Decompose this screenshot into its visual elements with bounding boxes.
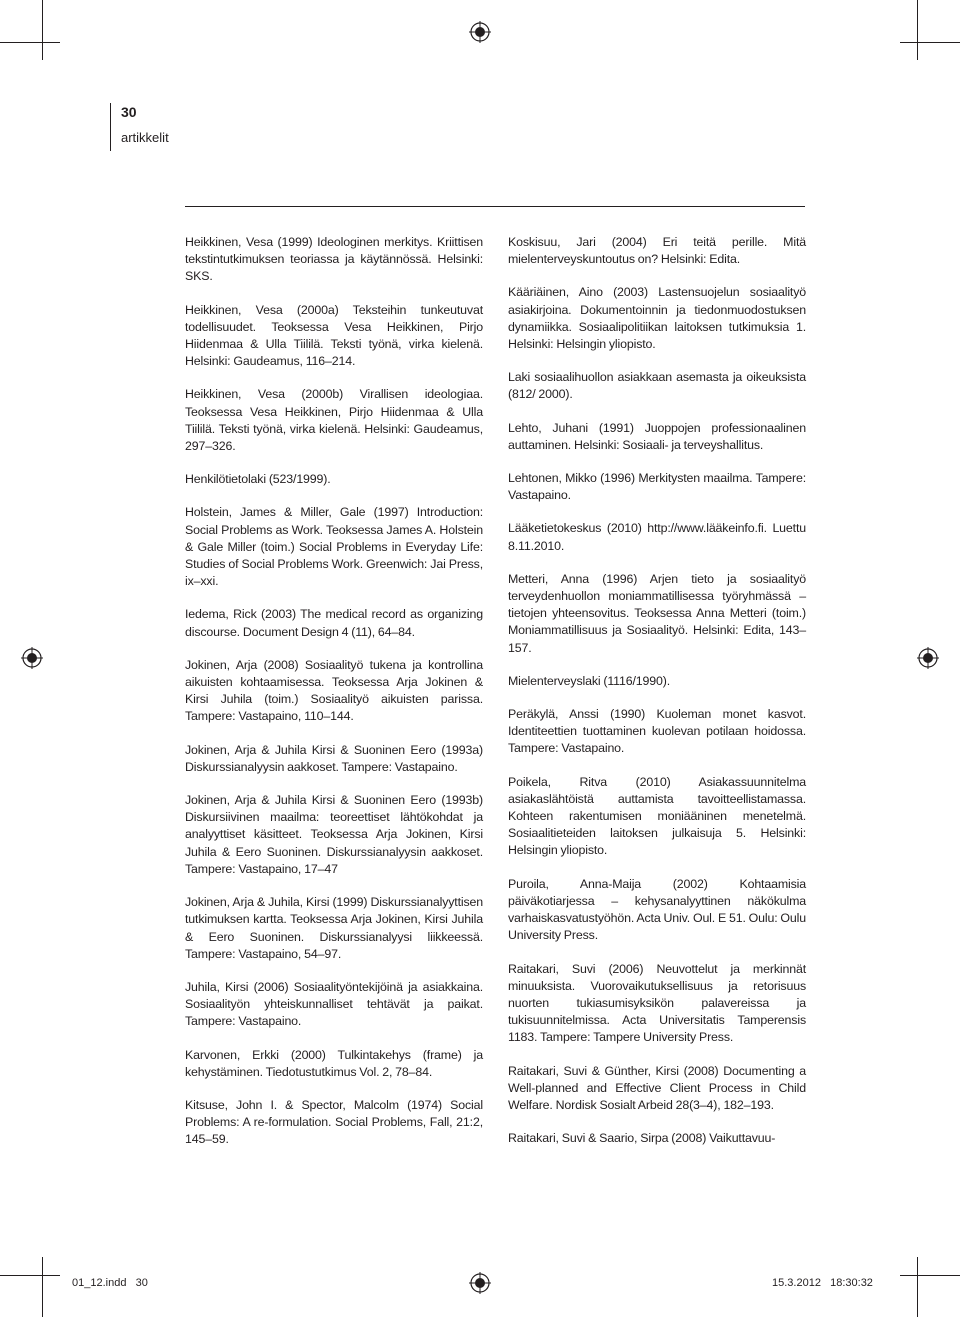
reference-entry: Henkilötietolaki (523/1999).	[185, 472, 331, 487]
slug-datetime: 15.3.2012 18:30:32	[772, 1277, 873, 1289]
reference-entry: Juhila, Kirsi (2006) Sosiaalityöntekijöinä ja asiakkaina. Sosiaalityön yhteiskunnalliset tehtävät ja paikat. Tampere: Vastapaino.	[185, 979, 483, 1029]
reference-entry: Lehto, Juhani (1991) Juoppojen professionaalinen auttaminen. Helsinki: Sosiaali- ja terveyshallitus.	[508, 420, 806, 452]
slug-filename: 01_12.indd 30	[72, 1277, 148, 1289]
section-label: artikkelit	[121, 130, 169, 145]
crop-mark	[42, 1257, 43, 1317]
reference-entry: Heikkinen, Vesa (2000a) Teksteihin tunkeutuvat todellisuudet. Teoksessa Vesa Heikkinen, Pirjo Hiidenmaa & Ulla Tiililä. Teksti työnä, virka kielenä. Helsinki: Gaudeamus, 116–214.	[185, 302, 483, 369]
reference-entry: Iedema, Rick (2003) The medical record as organizing discourse. Document Design 4 (11), 64–84.	[185, 607, 483, 639]
reference-entry: Kitsuse, John I. & Spector, Malcolm (1974) Social Problems: A re-formulation. Social Problems, Fall, 21:2, 145–59.	[185, 1097, 483, 1147]
reference-entry: Poikela, Ritva (2010) Asiakassuunnitelma asiakaslähtöistä auttamista tavoitteellistamassa. Kohteen rakentumisen moniääninen menetelmä. Sosiaalitieteiden laitoksen julkaisuja 5. Helsinki: Helsingin yliopisto.	[508, 774, 806, 858]
reference-entry: Raitakari, Suvi (2006) Neuvottelut ja merkinnät minuuksista. Vuorovaikutuksellisuus ja retorisuus nuorten tukiasumisyksikön palavereissa ja tukisuunnitelmissa. Acta Universitatis Tamperensis 1183. Tampere: Tampere University Press.	[508, 961, 806, 1045]
registration-mark-icon	[469, 21, 491, 43]
reference-entry: Holstein, James & Miller, Gale (1997) Introduction: Social Problems as Work. Teoksessa James A. Holstein & Gale Miller (toim.) Social Problems in Everyday Life: Studies of Social Problems Work. Greenwich: Jai Press, ix–xxi.	[185, 505, 483, 589]
reference-entry: Jokinen, Arja (2008) Sosiaalityö tukena ja kontrollina aikuisten kohtaamisessa. Teoksessa Arja Jokinen & Kirsi Juhila (toim.) Sosiaalityö aikuisten parissa. Tampere: Vastapaino, 110–144.	[185, 657, 483, 724]
reference-entry: Raitakari, Suvi & Saario, Sirpa (2008) Vaikuttavuu-	[508, 1131, 776, 1146]
crop-mark	[917, 1257, 918, 1317]
reference-entry: Puroila, Anna-Maija (2002) Kohtaamisia päiväkotiarjessa – kehysanalyyttinen näkökulma varhaiskasvatustyöhön. Acta Univ. Oul. E 51. Oulu: Oulu University Press.	[508, 876, 806, 943]
crop-mark	[42, 0, 43, 60]
references-right-column	[508, 234, 806, 1163]
crop-mark	[0, 42, 60, 43]
registration-mark-icon	[469, 1272, 491, 1294]
crop-mark	[900, 42, 960, 43]
reference-entry: Heikkinen, Vesa (2000b) Virallisen ideologiaa. Teoksessa Vesa Heikkinen, Pirjo Hiidenmaa & Ulla Tiililä. Teksti työnä, virka kielenä. Helsinki: Gaudeamus, 297–326.	[185, 387, 483, 454]
reference-entry: Lehtonen, Mikko (1996) Merkitysten maailma. Tampere: Vastapaino.	[508, 471, 806, 503]
registration-mark-icon	[917, 647, 939, 669]
reference-entry: Jokinen, Arja & Juhila Kirsi & Suoninen Eero (1993a) Diskurssianalyysin aakkoset. Tampere: Vastapaino.	[185, 742, 483, 774]
reference-entry: Lääketietokeskus (2010) http://www.lääkeinfo.fi. Luettu 8.11.2010.	[508, 521, 806, 553]
reference-entry: Heikkinen, Vesa (1999) Ideologinen merkitys. Kriittisen tekstintutkimuksen teoriassa ja käytännössä. Helsinki: SKS.	[185, 235, 483, 284]
registration-mark-icon	[21, 647, 43, 669]
crop-mark	[900, 1275, 960, 1276]
reference-entry: Laki sosiaalihuollon asiakkaan asemasta ja oikeuksista (812/ 2000).	[508, 370, 806, 402]
reference-entry: Raitakari, Suvi & Günther, Kirsi (2008) Documenting a Well-planned and Effective Client Process in Child Welfare. Nordisk Sosialt Arbeid 28(3–4), 182–193.	[508, 1063, 806, 1112]
reference-entry: Koskisuu, Jari (2004) Eri teitä perille. Mitä mielenterveyskuntoutus on? Helsinki: Edita.	[508, 235, 806, 267]
reference-entry: Karvonen, Erkki (2000) Tulkintakehys (frame) ja kehystäminen. Tiedotustutkimus Vol. 2, 78–84.	[185, 1047, 483, 1079]
reference-entry: Peräkylä, Anssi (1990) Kuoleman monet kasvot. Identiteettien tuottaminen kuolevan potilaan hoidossa. Tampere: Vastapaino.	[508, 707, 806, 756]
header-rule	[110, 103, 111, 151]
reference-entry: Metteri, Anna (1996) Arjen tieto ja sosiaalityö terveydenhuollon moniammatillisessa työryhmässä – tietojen yhteensovitus. Teoksessa Anna Metteri (toim.) Moniammatillisuus ja Sosiaalityö. Helsinki: Edita, 143–157.	[508, 571, 806, 655]
references-left-column	[185, 234, 483, 1165]
page-number: 30	[121, 104, 137, 120]
top-rule	[185, 206, 805, 207]
crop-mark	[0, 1275, 60, 1276]
reference-entry: Jokinen, Arja & Juhila, Kirsi (1999) Diskurssianalyyttisen tutkimuksen kartta. Teoksessa Arja Jokinen, Kirsi Juhila & Eero Suoninen. Diskurssianalyysi liikkeessä. Tampere: Vastapaino, 54–97.	[185, 895, 483, 961]
crop-mark	[917, 0, 918, 60]
reference-entry: Mielenterveyslaki (1116/1990).	[508, 673, 670, 688]
reference-entry: Jokinen, Arja & Juhila Kirsi & Suoninen Eero (1993b) Diskursiivinen maailma: teoreettiset lähtökohdat ja analyyttiset käsitteet. Teoksessa Arja Jokinen, Kirsi Juhila & Eero Suoninen. Diskurssianalyysin aakkoset. Tampere: Vastapaino, 17–47	[185, 793, 483, 876]
reference-entry: Kääriäinen, Aino (2003) Lastensuojelun sosiaalityö asiakirjoina. Dokumentoinnin ja tiedonmuodostuksen dynamiikka. Sosiaalipolitiikan laitoksen tutkimuksia 1. Helsinki: Helsingin yliopisto.	[508, 285, 806, 352]
